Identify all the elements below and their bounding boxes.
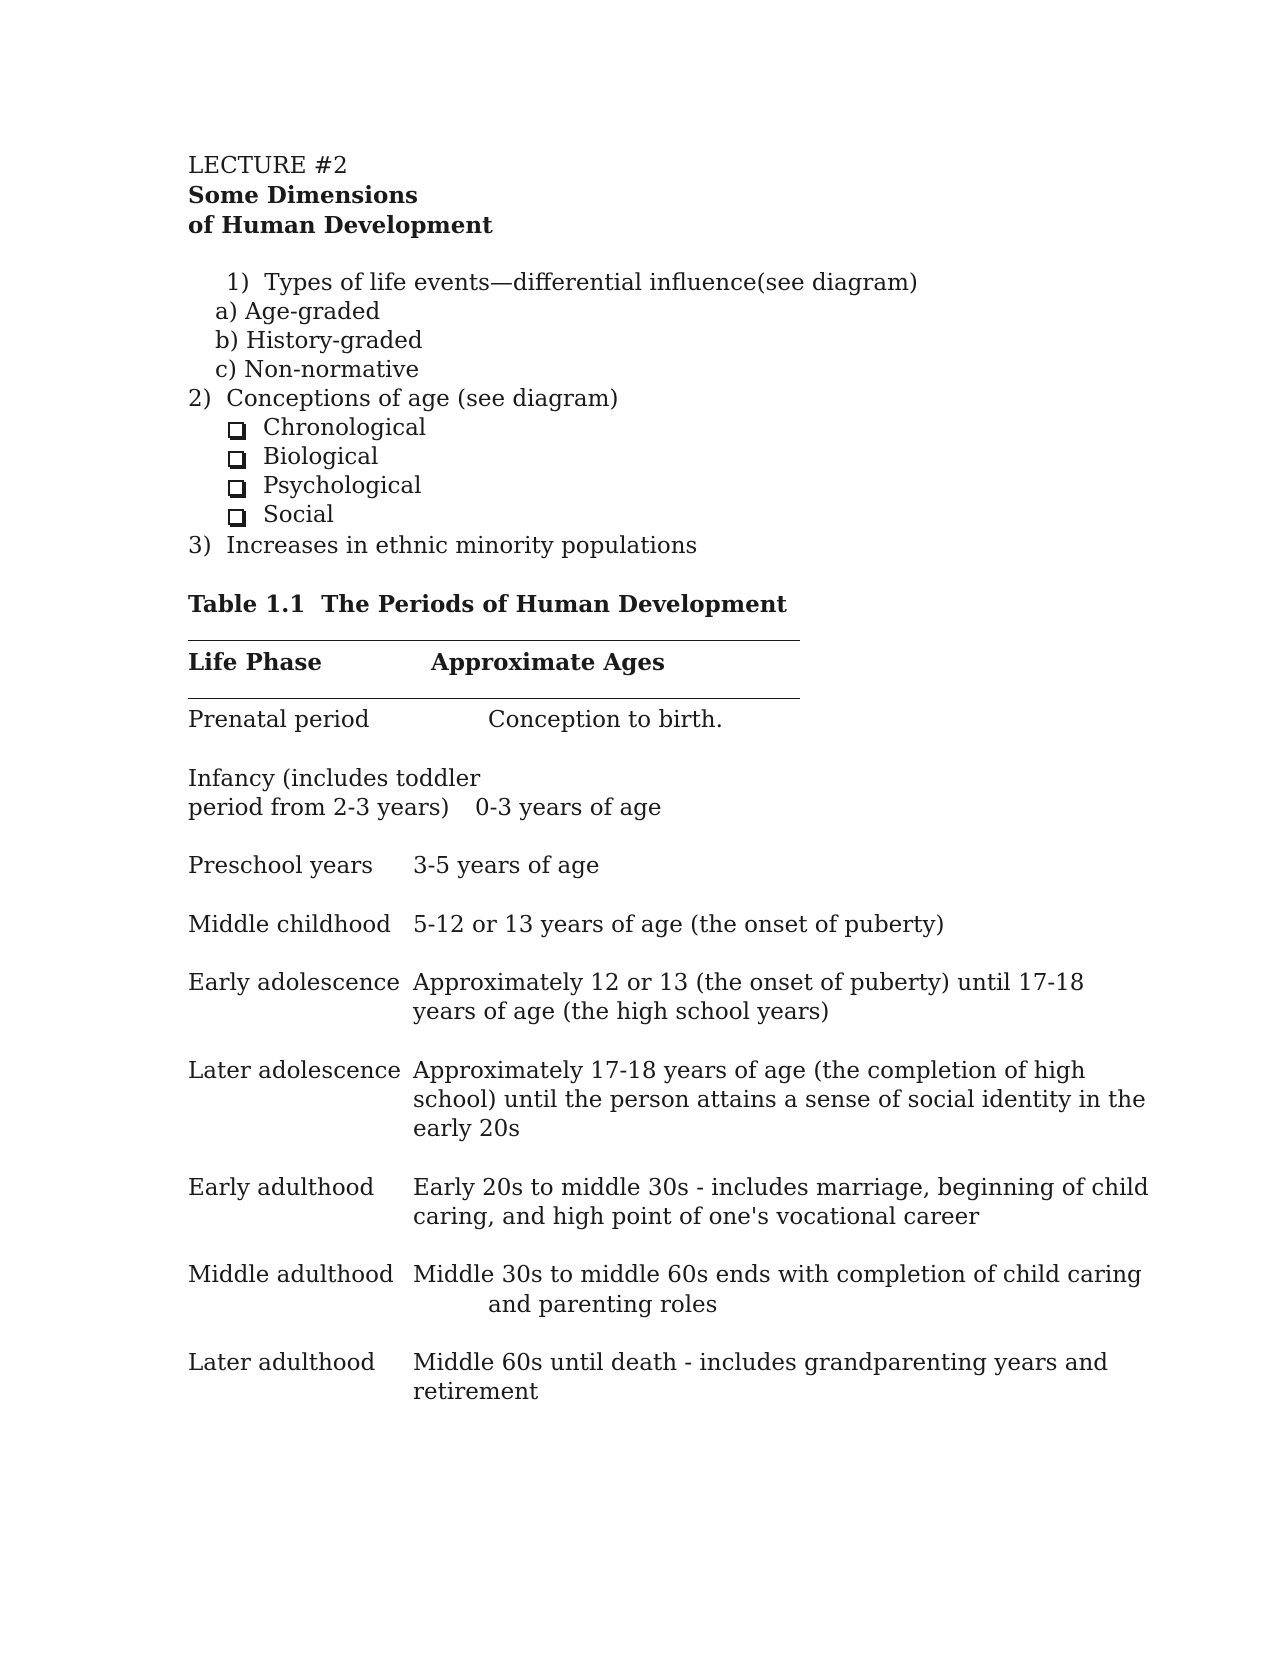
ages-cell: early 20s <box>413 1116 521 1142</box>
ages-cell: 5-12 or 13 years of age (the onset of puberty) <box>413 912 945 938</box>
checkbox-icon <box>228 422 244 438</box>
checkbox-icon <box>228 509 244 525</box>
phase-cell: Early adulthood <box>188 1175 375 1201</box>
ages-cell: caring, and high point of one's vocational career <box>413 1204 980 1230</box>
ages-cell: Conception to birth. <box>488 707 723 733</box>
outline-item-1: 1) Types of life events—differential influence(see diagram) <box>226 270 918 296</box>
outline-item-3: 3) Increases in ethnic minority populations <box>188 533 698 559</box>
phase-cell: Later adolescence <box>188 1058 401 1084</box>
ages-cell: 0-3 years of age <box>475 795 662 821</box>
ages-cell: Middle 30s to middle 60s ends with completion of child caring <box>413 1262 1142 1288</box>
ages-cell: Approximately 12 or 13 (the onset of puberty) until 17-18 <box>413 970 1085 996</box>
checkbox-icon <box>228 451 244 467</box>
phase-cell: Later adulthood <box>188 1350 376 1376</box>
ages-cell: and parenting roles <box>488 1292 718 1318</box>
ages-cell: Early 20s to middle 30s - includes marriage, beginning of child <box>413 1175 1149 1201</box>
outline-subitem-b: b) History-graded <box>215 328 423 354</box>
checkbox-icon <box>228 480 244 496</box>
ages-cell: Middle 60s until death - includes grandparenting years and <box>413 1350 1109 1376</box>
ages-cell: Approximately 17-18 years of age (the completion of high <box>413 1058 1086 1084</box>
bullet-chronological: Chronological <box>263 415 427 441</box>
phase-cell: Prenatal period <box>188 707 370 733</box>
phase-cell: Preschool years <box>188 853 374 879</box>
table-top-rule <box>188 640 800 641</box>
outline-subitem-c: c) Non-normative <box>215 357 420 383</box>
ages-cell: 3-5 years of age <box>413 853 600 879</box>
column-header-approximate-ages: Approximate Ages <box>431 649 665 676</box>
phase-cell: period from 2-3 years) <box>188 795 450 821</box>
phase-cell: Middle childhood <box>188 912 391 938</box>
column-header-life-phase: Life Phase <box>188 649 322 676</box>
bullet-psychological: Psychological <box>263 473 422 499</box>
page-title-line2: of Human Development <box>188 212 493 239</box>
lecture-label: LECTURE #2 <box>188 153 348 179</box>
phase-cell: Infancy (includes toddler <box>188 766 481 792</box>
ages-cell: years of age (the high school years) <box>413 999 830 1025</box>
ages-cell: school) until the person attains a sense of social identity in the <box>413 1087 1146 1113</box>
table-header-rule <box>188 698 800 699</box>
phase-cell: Middle adulthood <box>188 1262 394 1288</box>
table-caption: Table 1.1 The Periods of Human Development <box>188 591 788 618</box>
outline-item-2: 2) Conceptions of age (see diagram) <box>188 386 619 412</box>
ages-cell: retirement <box>413 1379 539 1405</box>
bullet-biological: Biological <box>263 444 379 470</box>
bullet-social: Social <box>263 502 334 528</box>
page-title-line1: Some Dimensions <box>188 182 418 209</box>
phase-cell: Early adolescence <box>188 970 401 996</box>
outline-subitem-a: a) Age-graded <box>215 299 381 325</box>
